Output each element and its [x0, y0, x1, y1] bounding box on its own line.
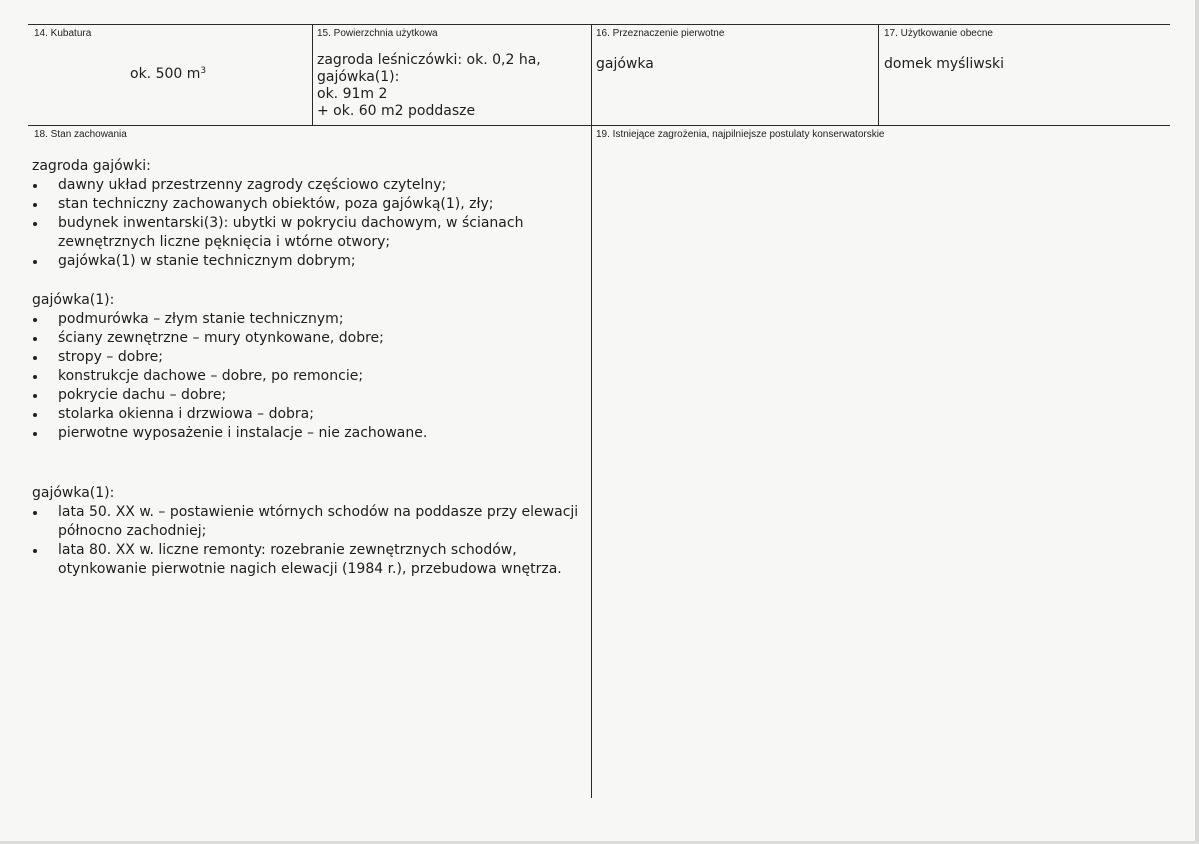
powierzchnia-line: ok. 91m 2	[317, 86, 388, 102]
list-item	[32, 214, 578, 252]
bullet-icon	[33, 318, 37, 322]
list-item	[32, 503, 592, 541]
list-item	[32, 252, 592, 271]
list-item-text: stolarka okienna i drzwiowa – dobra;	[58, 406, 314, 422]
bullet-icon	[33, 413, 37, 417]
bullet-icon	[33, 394, 37, 398]
stan-section-historia	[32, 484, 592, 579]
przeznaczenie-value: gajówka	[596, 56, 654, 72]
kubatura-label: 14. Kubatura	[34, 28, 92, 39]
section-title: gajówka(1):	[32, 292, 115, 308]
list-item	[32, 424, 592, 443]
section-title: gajówka(1):	[32, 485, 115, 501]
stan-section-zagroda	[32, 157, 592, 271]
section-title: zagroda gajówki:	[32, 158, 151, 174]
powierzchnia-line: + ok. 60 m2 poddasze	[317, 103, 476, 119]
divider-16-17	[878, 24, 879, 126]
list-item	[32, 367, 592, 386]
middle-rule	[28, 125, 1170, 126]
list-item	[32, 310, 592, 329]
list-item	[32, 405, 592, 424]
list-item-text: podmurówka – złym stanie technicznym;	[58, 311, 344, 327]
bullet-icon	[33, 203, 37, 207]
powierzchnia-label: 15. Powierzchnia użytkowa	[317, 28, 438, 39]
stan-label: 18. Stan zachowania	[34, 129, 127, 140]
list-item	[32, 541, 592, 579]
list-item-text: konstrukcje dachowe – dobre, po remoncie;	[58, 368, 364, 384]
top-rule	[28, 24, 1170, 25]
bullet-icon	[33, 260, 37, 264]
divider-14-15	[312, 24, 313, 126]
bullet-list	[32, 176, 592, 271]
powierzchnia-value	[317, 52, 541, 120]
bullet-icon	[33, 375, 37, 379]
list-item	[32, 176, 592, 195]
list-item	[32, 386, 592, 405]
bullet-list	[32, 310, 592, 443]
powierzchnia-line: gajówka(1):	[317, 69, 400, 85]
list-item-text: pokrycie dachu – dobre;	[58, 387, 227, 403]
list-item	[32, 348, 592, 367]
bullet-icon	[33, 511, 37, 515]
bullet-icon	[33, 337, 37, 341]
list-item-text: lata 50. XX w. – postawienie wtórnych schodów na poddasze przy elewacji północno zachodniej;	[58, 504, 579, 539]
list-item-text: ściany zewnętrzne – mury otynkowane, dobre;	[58, 330, 384, 346]
powierzchnia-line: zagroda leśniczówki: ok. 0,2 ha,	[317, 52, 541, 68]
bullet-icon	[33, 356, 37, 360]
kubatura-value-exponent: 3	[200, 66, 207, 76]
kubatura-value-text: ok. 500 m	[130, 66, 201, 82]
bullet-icon	[33, 549, 37, 553]
scan-edge-right	[1195, 0, 1199, 844]
list-item-text: budynek inwentarski(3): ubytki w pokryciu dachowym, w ścianach zewnętrznych liczne pęknięcia i wtórne otwory;	[58, 215, 524, 250]
uzytkowanie-value: domek myśliwski	[884, 56, 1004, 72]
zagrozenia-label: 19. Istniejące zagrożenia, najpilniejsze postulaty konserwatorskie	[596, 129, 885, 140]
bullet-icon	[33, 222, 37, 226]
list-item	[32, 195, 592, 214]
list-item-text: stan techniczny zachowanych obiektów, poza gajówką(1), zły;	[58, 196, 494, 212]
list-item-text: stropy – dobre;	[58, 349, 163, 365]
stan-section-gajowka	[32, 291, 592, 443]
bullet-icon	[33, 432, 37, 436]
list-item	[32, 329, 592, 348]
uzytkowanie-label: 17. Użytkowanie obecne	[884, 28, 993, 39]
bullet-icon	[33, 184, 37, 188]
list-item-text: pierwotne wyposażenie i instalacje – nie zachowane.	[58, 425, 428, 441]
kubatura-value	[130, 66, 206, 83]
list-item-text: dawny układ przestrzenny zagrody częściowo czytelny;	[58, 177, 447, 193]
list-item-text: lata 80. XX w. liczne remonty: rozebranie zewnętrznych schodów, otynkowanie pierwotnie nagich elewacji (1984 r.), przebudowa wnętrza.	[58, 542, 562, 577]
przeznaczenie-label: 16. Przeznaczenie pierwotne	[596, 28, 725, 39]
bullet-list	[32, 503, 592, 579]
list-item-text: gajówka(1) w stanie technicznym dobrym;	[58, 253, 356, 269]
